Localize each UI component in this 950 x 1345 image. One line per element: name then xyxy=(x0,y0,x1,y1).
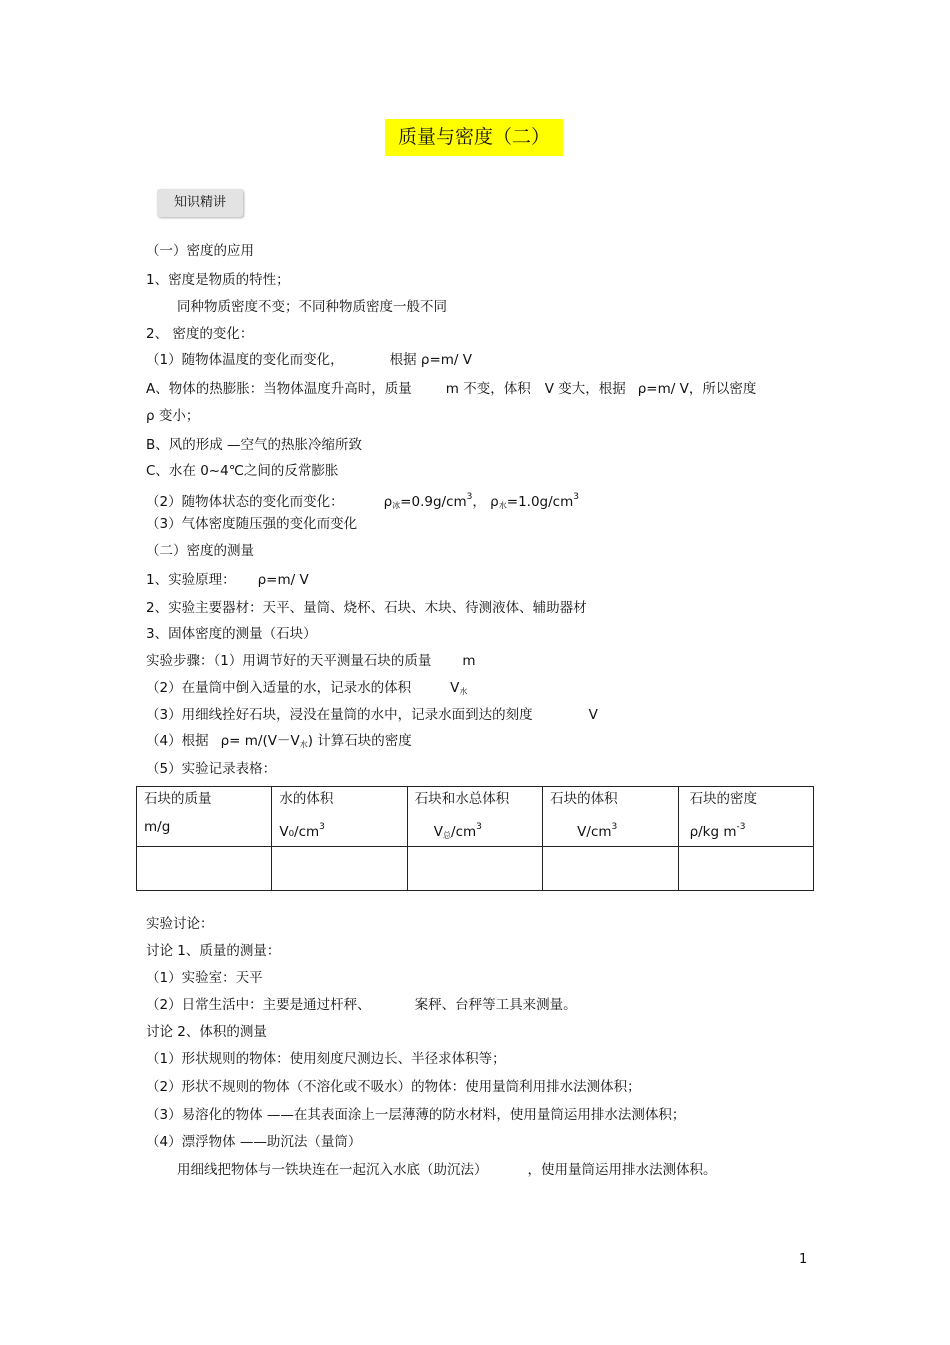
discussion-2: 讨论 2、体积的测量 xyxy=(146,1024,267,1040)
thermal-expansion-line xyxy=(146,379,756,399)
equipment-list: 2、实验主要器材：天平、量筒、烧杯、石块、木块、待测液体、辅助器材 xyxy=(146,600,587,616)
water-subscript: 水 xyxy=(498,501,507,510)
discussion-heading: 实验讨论： xyxy=(146,916,214,932)
step4-formula-a: ρ= m/( xyxy=(220,733,268,749)
density-change-heading: 2、 密度的变化： xyxy=(146,326,254,342)
principle-label: 1、实验原理： xyxy=(146,572,236,588)
header-stone-volume-sup: 3 xyxy=(611,822,618,832)
step1-line xyxy=(146,651,476,671)
step5-line: （5）实验记录表格： xyxy=(146,761,277,777)
header-density-label: 石块的密度 xyxy=(689,791,758,807)
ice-density-value: =0.9g/cm xyxy=(400,494,467,510)
principle-line xyxy=(146,570,309,590)
wind-formation: B、风的形成 —空气的热胀冷缩所致 xyxy=(146,437,363,453)
step4-formula-c: ) 计算石块的密度 xyxy=(307,733,412,749)
header-cell-total-volume xyxy=(407,787,542,847)
temperature-change-text: （1）随物体温度的变化而变化， xyxy=(146,352,344,368)
ice-density-symbol: ρ xyxy=(383,494,393,510)
density-property-detail: 同种物质密度不变；不同种物质密度一般不同 xyxy=(177,299,447,315)
table-cell-stone-volume xyxy=(543,847,678,891)
header-mass-unit: m/g xyxy=(144,819,171,835)
table-cell-mass xyxy=(137,847,272,891)
volume-increase: V 变大，根据 xyxy=(544,381,626,397)
thermal-expansion-cont: ρ 变小； xyxy=(146,408,200,424)
header-water-volume-unit: V₀/cm xyxy=(279,824,320,840)
step2-line xyxy=(146,678,467,702)
water-density-symbol: ， ρ xyxy=(472,494,499,510)
step4-formula-b: V－V xyxy=(267,733,300,749)
header-total-volume-label: 石块和水总体积 xyxy=(414,791,510,807)
discussion-2-floating-detail xyxy=(177,1160,717,1180)
header-density-sup: -3 xyxy=(736,822,746,832)
density-property: 1、密度是物质的特性； xyxy=(146,272,290,288)
density-decrease-formula: ρ=m/ V，所以密度 xyxy=(637,381,757,397)
header-density-unit: ρ/kg m xyxy=(689,824,737,840)
discussion-2-soluble: （3）易溶化的物体 ——在其表面涂上一层薄薄的防水材料，使用量筒运用排水法测体积； xyxy=(146,1107,686,1123)
step2-symbol: V xyxy=(450,680,460,696)
temperature-change-line xyxy=(146,350,472,370)
table-row xyxy=(137,847,814,891)
step3-line xyxy=(146,705,598,725)
thermal-expansion-text: A、物体的热膨胀：当物体温度升高时，质量 xyxy=(146,381,412,397)
header-total-volume-symbol: V xyxy=(433,824,444,840)
principle-formula: ρ=m/ V xyxy=(257,572,309,588)
solid-density-heading: 3、固体密度的测量（石块） xyxy=(146,626,317,642)
table-cell-density xyxy=(678,847,813,891)
discussion-1-daily-text: （2）日常生活中：主要是通过杆秤、 xyxy=(146,997,371,1013)
header-total-volume-unit: /cm xyxy=(451,824,477,840)
record-table xyxy=(136,786,814,891)
header-cell-mass xyxy=(137,787,272,847)
discussion-2-regular: （1）形状规则的物体：使用刻度尺测边长、半径求体积等； xyxy=(146,1051,506,1067)
state-change-line xyxy=(146,487,579,516)
step3-symbol: V xyxy=(588,707,598,723)
water-density-value: =1.0g/cm xyxy=(506,494,574,510)
step2-text: （2）在量筒中倒入适量的水，记录水的体积 xyxy=(146,680,412,696)
part1-heading: （一）密度的应用 xyxy=(146,243,254,259)
ice-subscript: 冰 xyxy=(392,501,401,510)
header-stone-volume-label: 石块的体积 xyxy=(550,791,618,807)
step1-text: 实验步骤：（1）用调节好的天平测量石块的质量 xyxy=(146,653,432,669)
step4-line xyxy=(146,731,412,755)
temperature-formula: 根据 ρ=m/ V xyxy=(389,352,472,368)
page-title: 质量与密度（二） xyxy=(385,119,563,156)
header-stone-volume-unit: V/cm xyxy=(577,824,612,840)
state-change-text: （2）随物体状态的变化而变化： xyxy=(146,494,344,510)
ice-unit-sup: 3 xyxy=(466,492,473,502)
floating-detail-b: ，使用量筒运用排水法测体积。 xyxy=(527,1162,717,1178)
step4-subscript: 水 xyxy=(299,740,308,749)
floating-detail-a: 用细线把物体与一铁块连在一起沉入水底（助沉法） xyxy=(177,1162,488,1178)
table-header-row xyxy=(137,787,814,847)
header-cell-density xyxy=(678,787,813,847)
step3-text: （3）用细线拴好石块，浸没在量筒的水中，记录水面到达的刻度 xyxy=(146,707,533,723)
discussion-1-daily-tools: 案秤、台秤等工具来测量。 xyxy=(414,997,577,1013)
table-cell-total-volume xyxy=(407,847,542,891)
step2-subscript: 水 xyxy=(459,687,468,696)
discussion-1-lab: （1）实验室：天平 xyxy=(146,970,263,986)
water-unit-sup: 3 xyxy=(573,492,579,502)
discussion-1-daily xyxy=(146,995,577,1015)
page-number: 1 xyxy=(799,1252,808,1267)
gas-density: （3）气体密度随压强的变化而变化 xyxy=(146,516,358,532)
header-total-volume-sup: 3 xyxy=(476,822,482,832)
table-cell-water-volume xyxy=(272,847,407,891)
header-cell-stone-volume xyxy=(543,787,678,847)
part2-heading: （二）密度的测量 xyxy=(146,543,254,559)
mass-unchanged: m 不变，体积 xyxy=(445,381,531,397)
section-badge: 知识精讲 xyxy=(157,189,243,217)
header-cell-water-volume xyxy=(272,787,407,847)
water-anomaly: C、水在 0~4℃之间的反常膨胀 xyxy=(146,463,339,479)
step1-symbol: m xyxy=(462,653,476,669)
discussion-2-floating: （4）漂浮物体 ——助沉法（量筒） xyxy=(146,1134,362,1150)
discussion-2-irregular: （2）形状不规则的物体（不溶化或不吸水）的物体：使用量筒利用排水法测体积； xyxy=(146,1079,641,1095)
header-water-volume-sup: 3 xyxy=(319,822,325,832)
header-mass-label: 石块的质量 xyxy=(144,791,212,807)
step4-text: （4）根据 xyxy=(146,733,209,749)
discussion-1: 讨论 1、质量的测量： xyxy=(146,943,281,959)
header-water-volume-label: 水的体积 xyxy=(279,791,334,807)
header-total-volume-sub: 总 xyxy=(443,831,452,840)
